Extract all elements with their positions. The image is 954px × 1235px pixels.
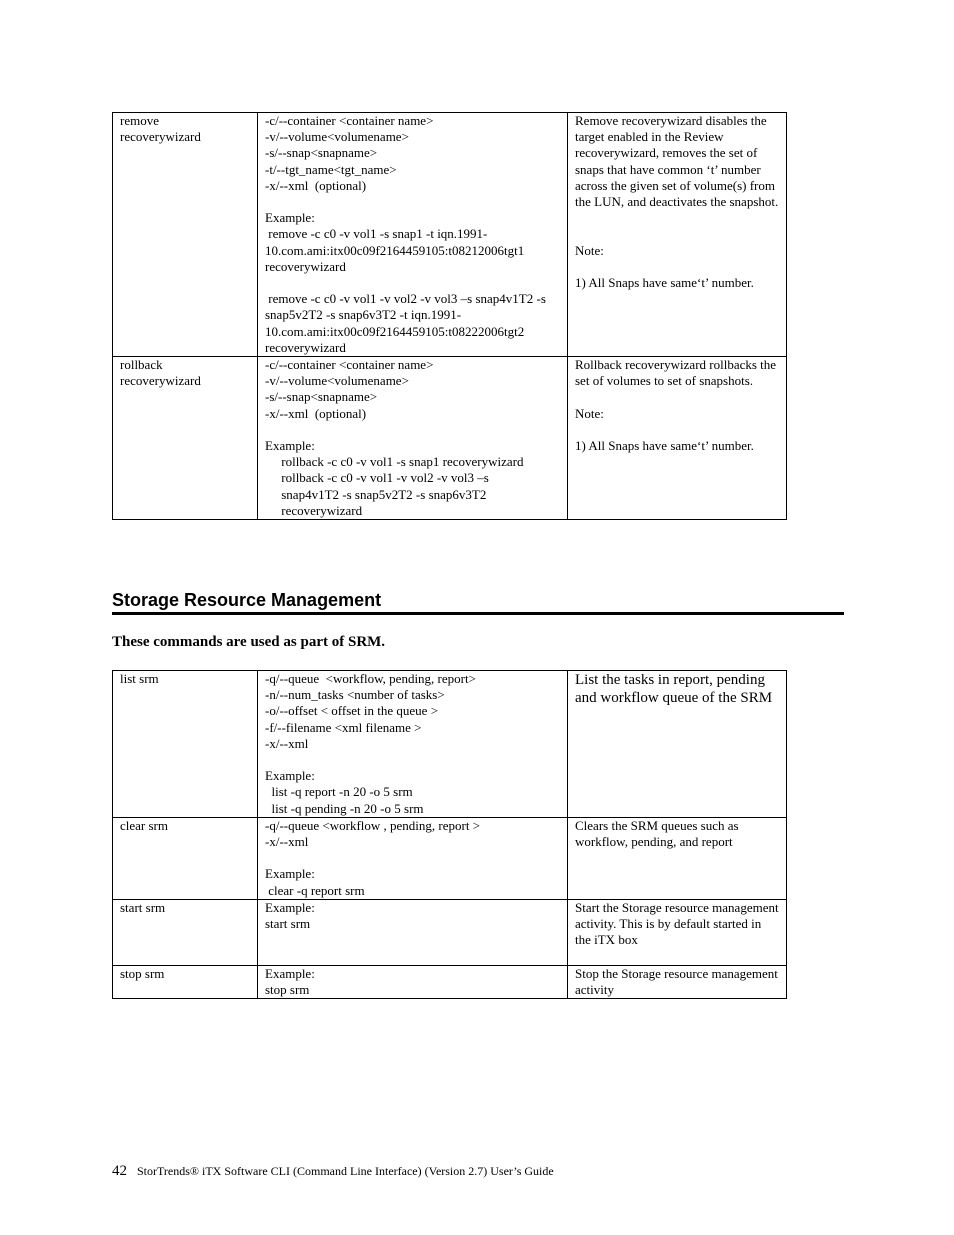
section-title: Storage Resource Management (112, 590, 382, 610)
section-divider (112, 612, 844, 615)
page-footer (112, 1163, 554, 1180)
command-cell: remove recoverywizard (113, 113, 258, 357)
options-cell: Example: stop srm (258, 965, 568, 998)
page-number: 42 (112, 1163, 127, 1179)
table-row (113, 113, 787, 357)
options-cell: -c/--container <container name> -v/--volume<volumename> -s/--snap<snapname> -t/--tgt_name<tgt_name> -x/--xml (optional) Example: remove -c c0 -v vol1 -s snap1 -t iqn.1991-10.com.ami:itx00c09f2164459105:t08212006tgt1 recoverywizard remove -c c0 -v vol1 -v vol2 -v vol3 –s snap4v1T2 -s snap5v2T2 -s snap6v3T2 -t iqn.1991-10.com.ami:itx00c09f2164459105:t08222006tgt2 recoverywizard (258, 113, 568, 357)
description-cell: Start the Storage resource management activity. This is by default started in the iTX box (568, 899, 787, 965)
options-cell: -c/--container <container name> -v/--volume<volumename> -s/--snap<snapname> -x/--xml (optional) Example: rollback -c c0 -v vol1 -s snap1 recoverywizard rollback -c c0 -v vol1 -v vol2 -v vol3 –s snap4v1T2 -s snap5v2T2 -s snap6v3T2 recoverywizard (258, 357, 568, 520)
section-intro: These commands are used as part of SRM. (112, 634, 386, 650)
description-cell: List the tasks in report, pending and workflow queue of the SRM (568, 671, 787, 818)
srm-command-table (112, 670, 787, 999)
table-row (113, 899, 787, 965)
table-row (113, 965, 787, 998)
command-cell: start srm (113, 899, 258, 965)
footer-text: StorTrends® iTX Software CLI (Command Line Interface) (Version 2.7) User’s Guide (137, 1164, 554, 1178)
recoverywizard-command-table (112, 112, 787, 520)
description-cell: Stop the Storage resource management activity (568, 965, 787, 998)
description-cell: Clears the SRM queues such as workflow, pending, and report (568, 817, 787, 899)
options-cell: -q/--queue <workflow, pending, report> -n/--num_tasks <number of tasks> -o/--offset < offset in the queue > -f/--filename <xml filename > -x/--xml Example: list -q report -n 20 -o 5 srm list -q pending -n 20 -o 5 srm (258, 671, 568, 818)
table-row (113, 357, 787, 520)
description-cell: Remove recoverywizard disables the target enabled in the Review recoverywizard, removes the set of snaps that have common ‘t’ number across the given set of volume(s) from the LUN, and deactivates the snapshot. Note: 1) All Snaps have same‘t’ number. (568, 113, 787, 357)
table-row (113, 671, 787, 818)
table-row (113, 817, 787, 899)
command-cell: list srm (113, 671, 258, 818)
command-cell: stop srm (113, 965, 258, 998)
description-cell: Rollback recoverywizard rollbacks the set of volumes to set of snapshots. Note: 1) All Snaps have same‘t’ number. (568, 357, 787, 520)
options-cell: Example: start srm (258, 899, 568, 965)
command-cell: rollback recoverywizard (113, 357, 258, 520)
command-cell: clear srm (113, 817, 258, 899)
options-cell: -q/--queue <workflow , pending, report > -x/--xml Example: clear -q report srm (258, 817, 568, 899)
